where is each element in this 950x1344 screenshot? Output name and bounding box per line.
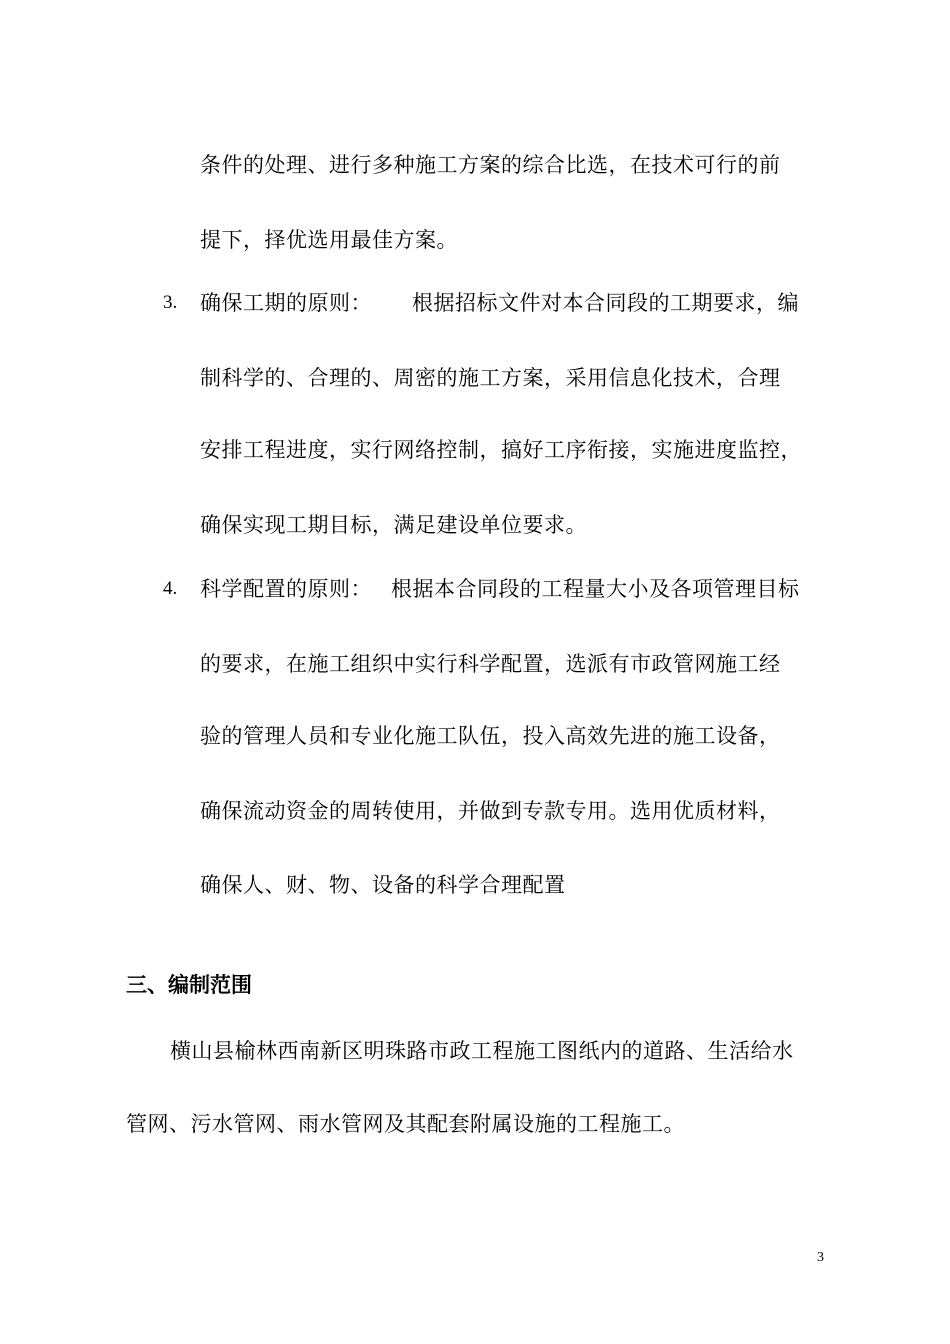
item4-title: 科学配置的原则：	[200, 577, 372, 601]
item3-number: 3.	[163, 292, 178, 313]
item4-first-line: 根据本合同段的工程量大小及各项管理目标	[391, 577, 800, 601]
item2-line-2: 提下，择优选用最佳方案。	[200, 228, 458, 252]
item4-line-4: 确保流动资金的周转使用，并做到专款专用。选用优质材料，	[200, 799, 781, 823]
section-heading: 三、编制范围	[126, 973, 252, 997]
item3-line-4: 确保实现工期目标，满足建设单位要求。	[200, 513, 587, 537]
page-number: 3	[817, 1250, 824, 1265]
item3-line-3: 安排工程进度，实行网络控制，搞好工序衔接，实施进度监控，	[200, 438, 802, 462]
item3-first-line: 根据招标文件对本合同段的工期要求，编	[412, 291, 799, 315]
section-body-line-2: 管网、污水管网、雨水管网及其配套附属设施的工程施工。	[126, 1112, 685, 1136]
item4-number: 4.	[163, 578, 178, 599]
section-body-line-1: 横山县榆林西南新区明珠路市政工程施工图纸内的道路、生活给水	[170, 1039, 794, 1063]
item4-line-5: 确保人、财、物、设备的科学合理配置	[200, 873, 566, 897]
item2-line-1: 条件的处理、进行多种施工方案的综合比选，在技术可行的前	[200, 153, 781, 177]
item3-line-2: 制科学的、合理的、周密的施工方案，采用信息化技术，合理	[200, 366, 781, 390]
item4-line-2: 的要求，在施工组织中实行科学配置，选派有市政管网施工经	[200, 652, 781, 676]
item3-title: 确保工期的原则：	[200, 291, 372, 315]
item4-line-3: 验的管理人员和专业化施工队伍，投入高效先进的施工设备，	[200, 724, 781, 748]
